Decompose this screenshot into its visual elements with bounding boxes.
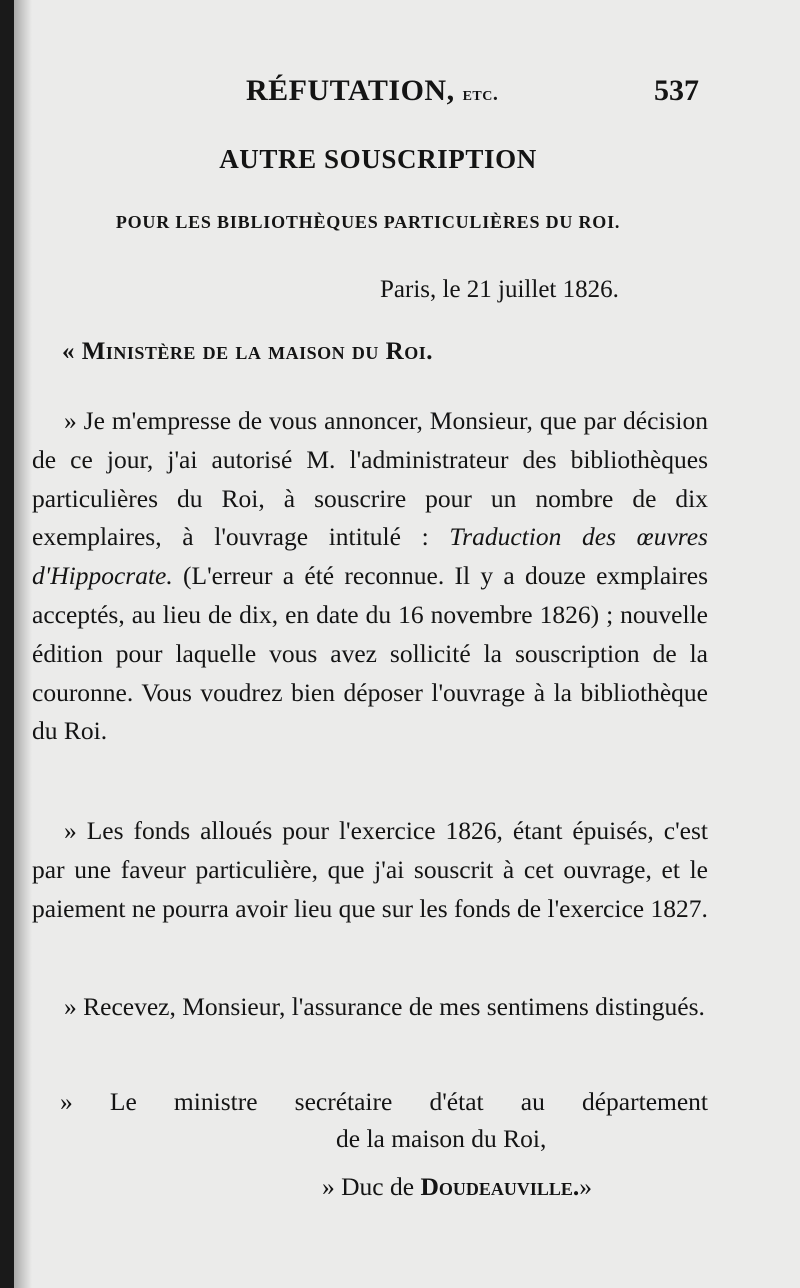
signature-suffix: »	[579, 1172, 593, 1201]
ministry-heading: « Ministère de la maison du Roi.	[62, 338, 433, 365]
work-title: Traduction des œuvres d'Hippocrate.	[32, 522, 708, 591]
running-title	[246, 74, 498, 108]
section-subtitle: POUR LES BIBLIOTHÈQUES PARTICULIÈRES DU ROI.	[115, 212, 621, 232]
letter-paragraph-2: » Les fonds alloués pour l'exercice 1826, étant épuisés, c'est par une faveur particulière, que j'ai souscrit à cet ouvrage, et le paiement ne pourra avoir lieu que sur les fonds de l'exercice 1827.	[32, 816, 708, 923]
signature-line-2: de la maison du Roi,	[336, 1124, 547, 1153]
running-title-main: RÉFUTATION,	[246, 74, 455, 107]
signature-prefix: » Duc de	[322, 1172, 421, 1201]
letter-paragraph-3: » Recevez, Monsieur, l'assurance de mes sentimens distingués.	[64, 992, 705, 1021]
page-number: 537	[654, 74, 699, 107]
paragraph-1-end: (L'erreur a été reconnue. Il y a douze exmplaires acceptés, au lieu de dix, en date du 16 novembre 1826) ; nouvelle édition pour laquelle vous avez sollicité la souscription de la couronne. Vous voudrez bien déposer l'ouvrage à la bibliothèque du Roi.	[32, 561, 708, 746]
book-page	[14, 0, 800, 1288]
signature-line-3	[322, 1172, 592, 1202]
dateline: Paris, le 21 juillet 1826.	[380, 276, 619, 303]
page-edge-shadow	[14, 0, 32, 1288]
paragraph-1-start: » Je m'empresse de vous annoncer, Monsieur, que par décision de ce jour, j'ai autorisé M. l'administrateur des bibliothèques particulières du Roi, à souscrire pour un nombre de dix exemplaires, à l'ouvrage intitulé :	[32, 406, 708, 552]
running-title-suffix: etc.	[462, 83, 499, 105]
signatory-name: Doudeauville.	[420, 1172, 580, 1201]
letter-paragraph-1	[32, 402, 708, 751]
signature-line-1: » Le ministre secrétaire d'état au département	[60, 1087, 708, 1116]
section-title: AUTRE SOUSCRIPTION	[219, 144, 537, 174]
